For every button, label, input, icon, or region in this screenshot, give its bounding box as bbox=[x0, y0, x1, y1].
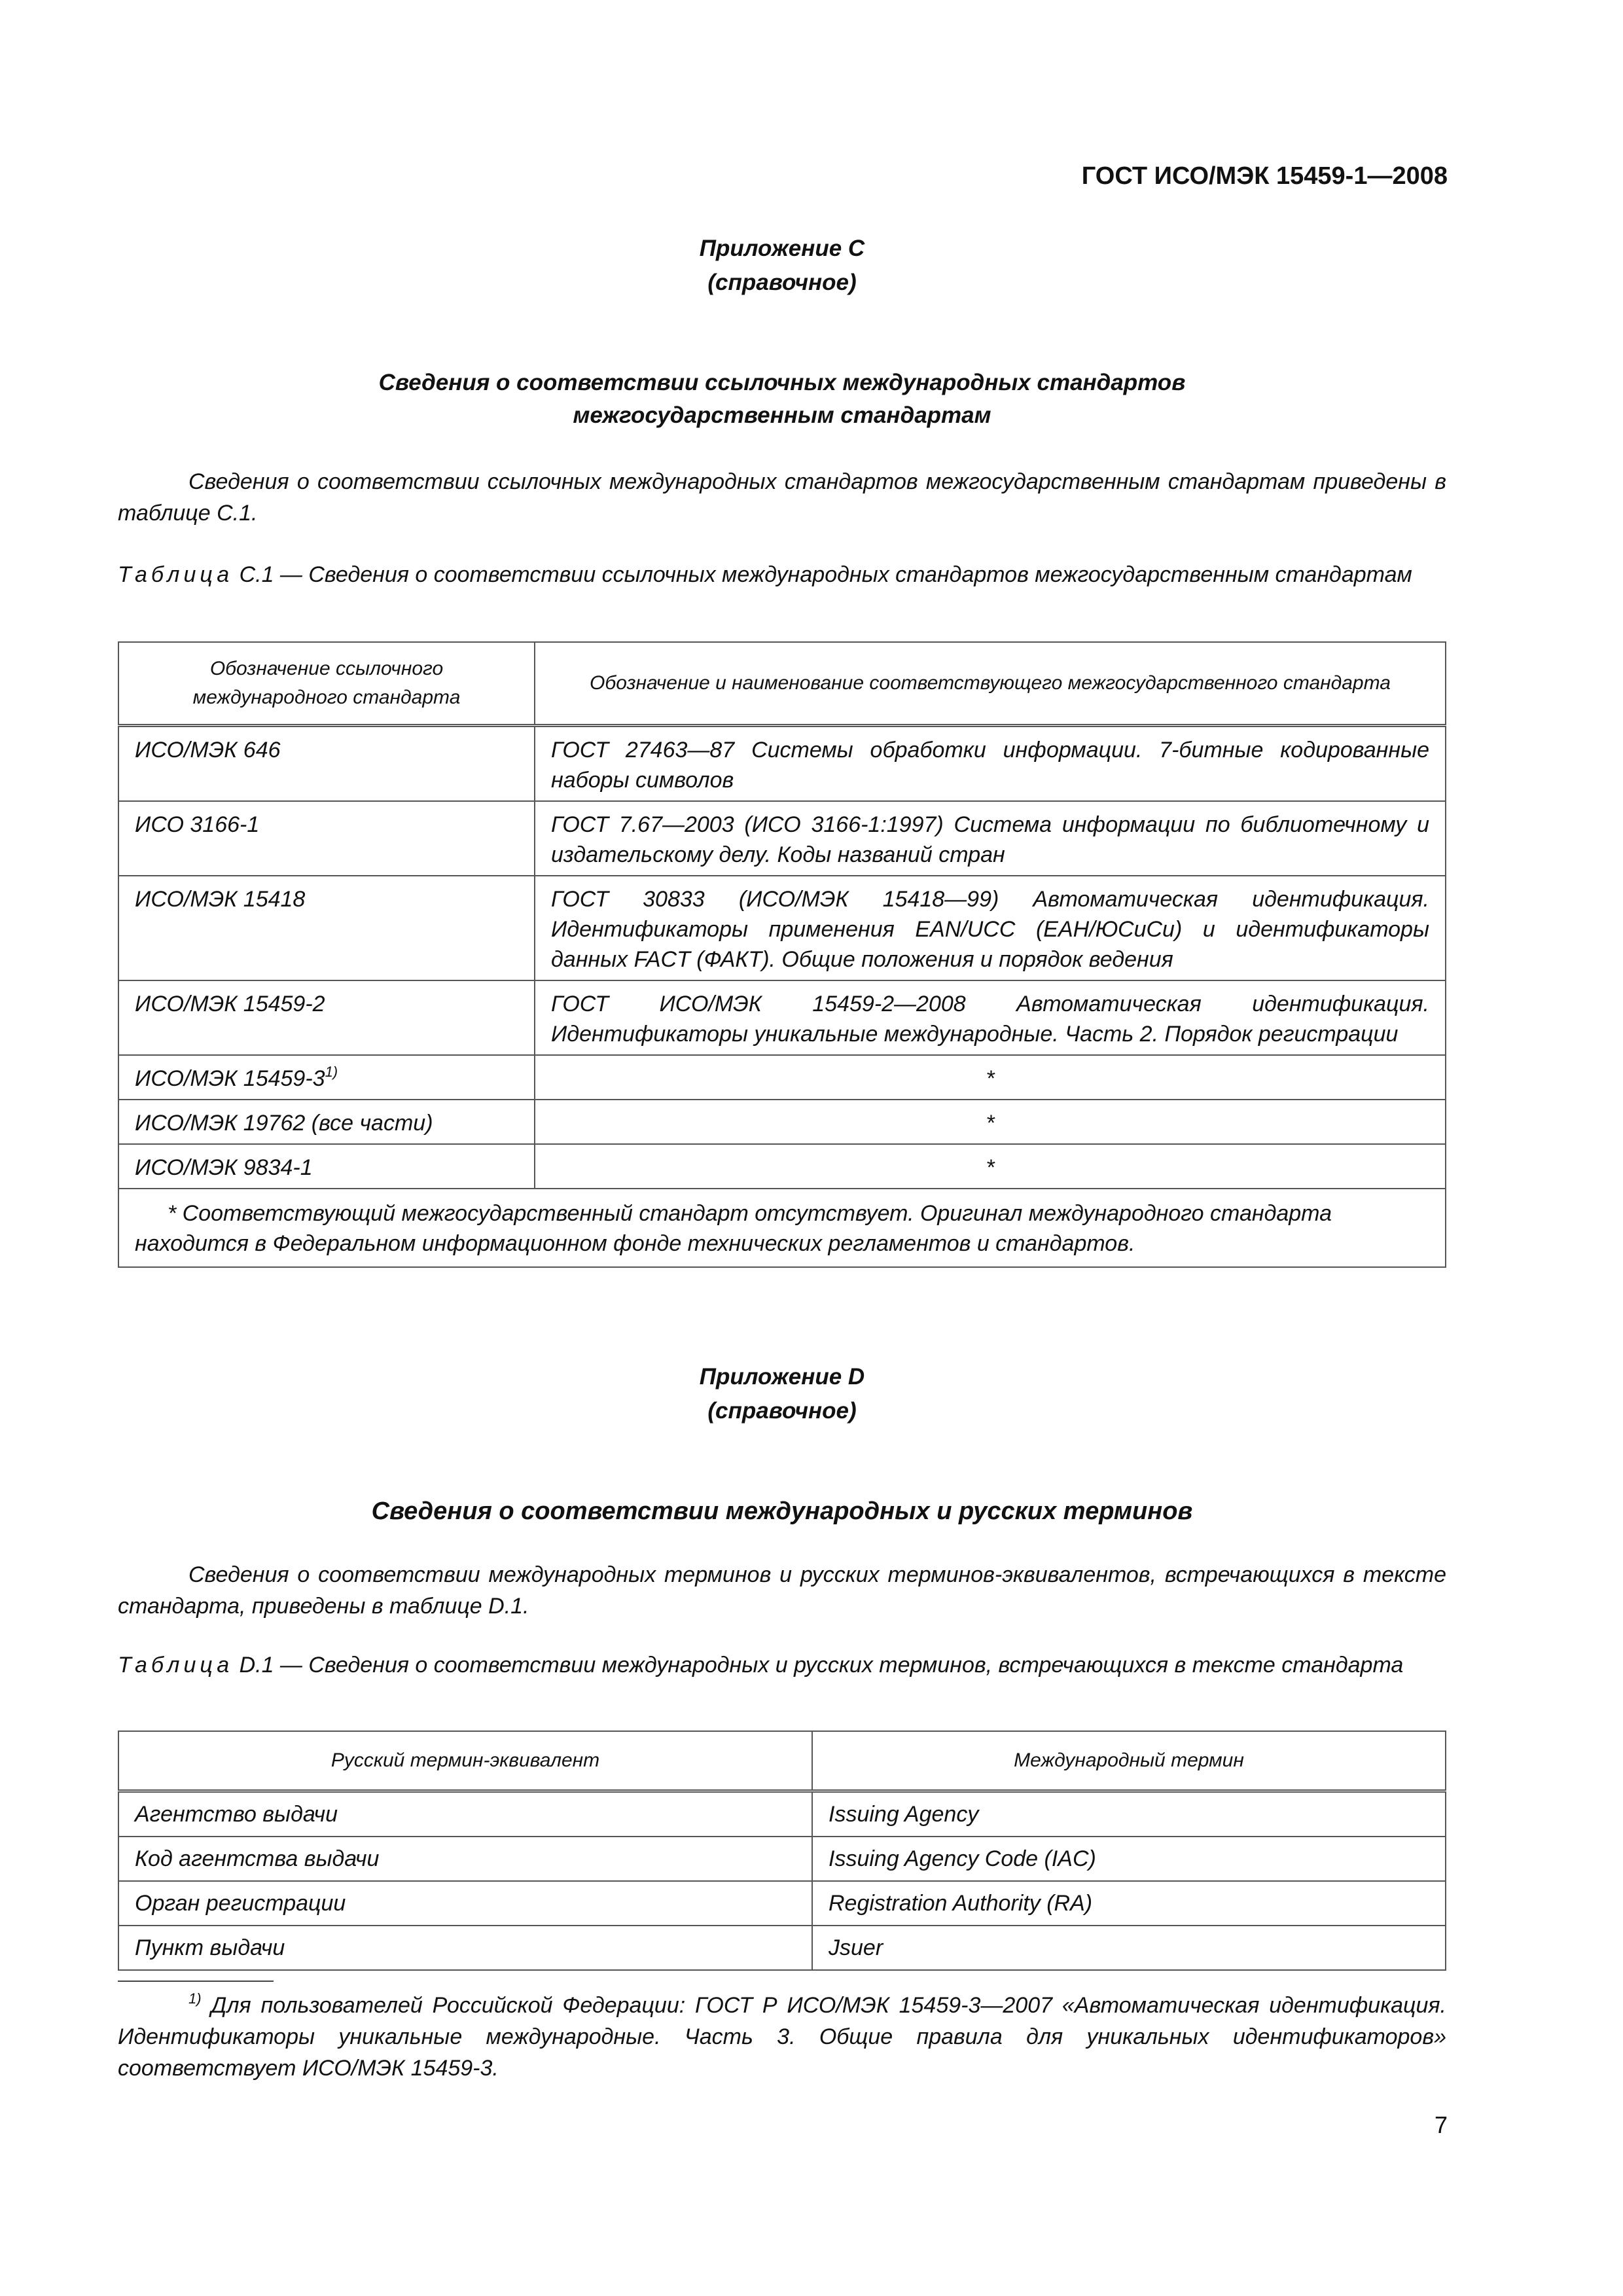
table-c1-match-cell: ГОСТ 27463—87 Системы обработки информации. 7-битные кодированные наборы символов bbox=[535, 726, 1446, 802]
table-c1-caption-prefix: Таблица bbox=[118, 562, 234, 587]
table-c1-match-cell: * bbox=[535, 1144, 1446, 1189]
table-c1-note-row bbox=[118, 1189, 1446, 1267]
annex-c-heading-line2: межгосударственным стандартам bbox=[573, 403, 991, 428]
annex-c-intro: Сведения о соответствии ссылочных международных стандартов межгосударственным стандартам приведены в таблице С.1. bbox=[118, 469, 1446, 526]
table-row bbox=[118, 1055, 1446, 1100]
table-c1-match-cell: * bbox=[535, 1100, 1446, 1144]
annex-d-intro: Сведения о соответствии международных терминов и русских терминов-эквивалентов, встречающихся в тексте стандарта, приведены в таблице D.1. bbox=[118, 1562, 1446, 1619]
annex-d-heading: Сведения о соответствии международных и русских терминов bbox=[371, 1498, 1193, 1525]
table-c1-note-text: * Соответствующий межгосударственный стандарт отсутствует. Оригинал международного стандарта находится в Федеральном информационном фонде технических регламентов и стандартов. bbox=[135, 1201, 1332, 1256]
table-c1-header-row bbox=[118, 642, 1446, 726]
table-c1-ref-cell: ИСО/МЭК 15459-2 bbox=[118, 980, 535, 1055]
table-d1-header-row bbox=[118, 1731, 1446, 1791]
table-c1-match-cell: ГОСТ ИСО/МЭК 15459-2—2008 Автоматическая идентификация. Идентификаторы уникальные международные. Часть 2. Порядок регистрации bbox=[535, 980, 1446, 1055]
table-c1-note bbox=[118, 1189, 1446, 1267]
table-d1-ru-cell: Код агентства выдачи bbox=[118, 1837, 812, 1881]
annex-d-title: Приложение D bbox=[699, 1364, 865, 1390]
annex-c-heading-line1: Сведения о соответствии ссылочных международных стандартов bbox=[378, 370, 1186, 395]
table-c1-header-col1: Обозначение ссылочного международного стандарта bbox=[118, 642, 535, 726]
footnote bbox=[118, 1990, 1446, 2084]
table-row bbox=[118, 801, 1446, 876]
table-c1-ref-cell: ИСО 3166-1 bbox=[118, 801, 535, 876]
footnote-marker: 1) bbox=[188, 1990, 202, 2007]
table-c1-ref-cell: ИСО/МЭК 15418 bbox=[118, 876, 535, 980]
table-c1-match-cell: * bbox=[535, 1055, 1446, 1100]
table-row bbox=[118, 1926, 1446, 1970]
table-row bbox=[118, 1837, 1446, 1881]
table-d1-intl-cell: Issuing Agency Code (IAC) bbox=[812, 1837, 1446, 1881]
table-c1-match-cell: ГОСТ 7.67—2003 (ИСО 3166-1:1997) Система информации по библиотечному и издательскому делу. Коды названий стран bbox=[535, 801, 1446, 876]
table-d1-caption-prefix: Таблица bbox=[118, 1653, 234, 1677]
table-c1 bbox=[118, 641, 1446, 1268]
footnote-separator bbox=[118, 1981, 274, 1982]
table-row bbox=[118, 726, 1446, 802]
annex-c-subtitle: (справочное) bbox=[707, 270, 857, 295]
table-c1-ref-cell: ИСО/МЭК 19762 (все части) bbox=[118, 1100, 535, 1144]
annex-d-subtitle: (справочное) bbox=[707, 1398, 857, 1424]
table-c1-caption-text: С.1 — Сведения о соответствии ссылочных международных стандартов межгосударственным стандартам bbox=[233, 562, 1412, 587]
table-c1-match-cell: ГОСТ 30833 (ИСО/МЭК 15418—99) Автоматическая идентификация. Идентификаторы применения EAN/UCC (ЕАН/ЮСиСи) и идентификаторы данных FACT (ФАКТ). Общие положения и порядок ведения bbox=[535, 876, 1446, 980]
table-row bbox=[118, 1144, 1446, 1189]
table-c1-header-col2: Обозначение и наименование соответствующего межгосударственного стандарта bbox=[535, 642, 1446, 726]
table-row bbox=[118, 1881, 1446, 1926]
table-row bbox=[118, 1791, 1446, 1837]
page-number: 7 bbox=[1434, 2111, 1448, 2138]
table-row bbox=[118, 1100, 1446, 1144]
table-d1-header-col1: Русский термин-эквивалент bbox=[118, 1731, 812, 1791]
annex-c-title: Приложение С bbox=[699, 236, 865, 261]
table-d1-caption bbox=[118, 1649, 1446, 1681]
table-d1 bbox=[118, 1731, 1446, 1971]
table-d1-ru-cell: Пункт выдачи bbox=[118, 1926, 812, 1970]
footnote-ref-marker: 1) bbox=[325, 1064, 338, 1080]
footnote-text: Для пользователей Российской Федерации: ГОСТ Р ИСО/МЭК 15459-3—2007 «Автоматическая идентификация. Идентификаторы уникальные международные. Часть 3. Общие правила для уникальных идентификаторов» соответствует ИСО/МЭК 15459-3. bbox=[118, 1993, 1446, 2081]
document-code: ГОСТ ИСО/МЭК 15459-1—2008 bbox=[1081, 162, 1448, 190]
table-d1-intl-cell: Registration Authority (RA) bbox=[812, 1881, 1446, 1926]
table-c1-ref-cell bbox=[118, 1055, 535, 1100]
table-row bbox=[118, 876, 1446, 980]
table-c1-caption bbox=[118, 559, 1446, 590]
table-row bbox=[118, 980, 1446, 1055]
table-c1-ref-text: ИСО/МЭК 15459-3 bbox=[135, 1066, 325, 1091]
table-d1-ru-cell: Орган регистрации bbox=[118, 1881, 812, 1926]
table-d1-intl-cell: Issuing Agency bbox=[812, 1791, 1446, 1837]
table-d1-intl-cell: Jsuer bbox=[812, 1926, 1446, 1970]
table-c1-ref-cell: ИСО/МЭК 9834-1 bbox=[118, 1144, 535, 1189]
table-c1-ref-cell: ИСО/МЭК 646 bbox=[118, 726, 535, 802]
table-d1-caption-text: D.1 — Сведения о соответствии международных и русских терминов, встречающихся в тексте стандарта bbox=[233, 1653, 1404, 1677]
table-d1-ru-cell: Агентство выдачи bbox=[118, 1791, 812, 1837]
table-d1-header-col2: Международный термин bbox=[812, 1731, 1446, 1791]
